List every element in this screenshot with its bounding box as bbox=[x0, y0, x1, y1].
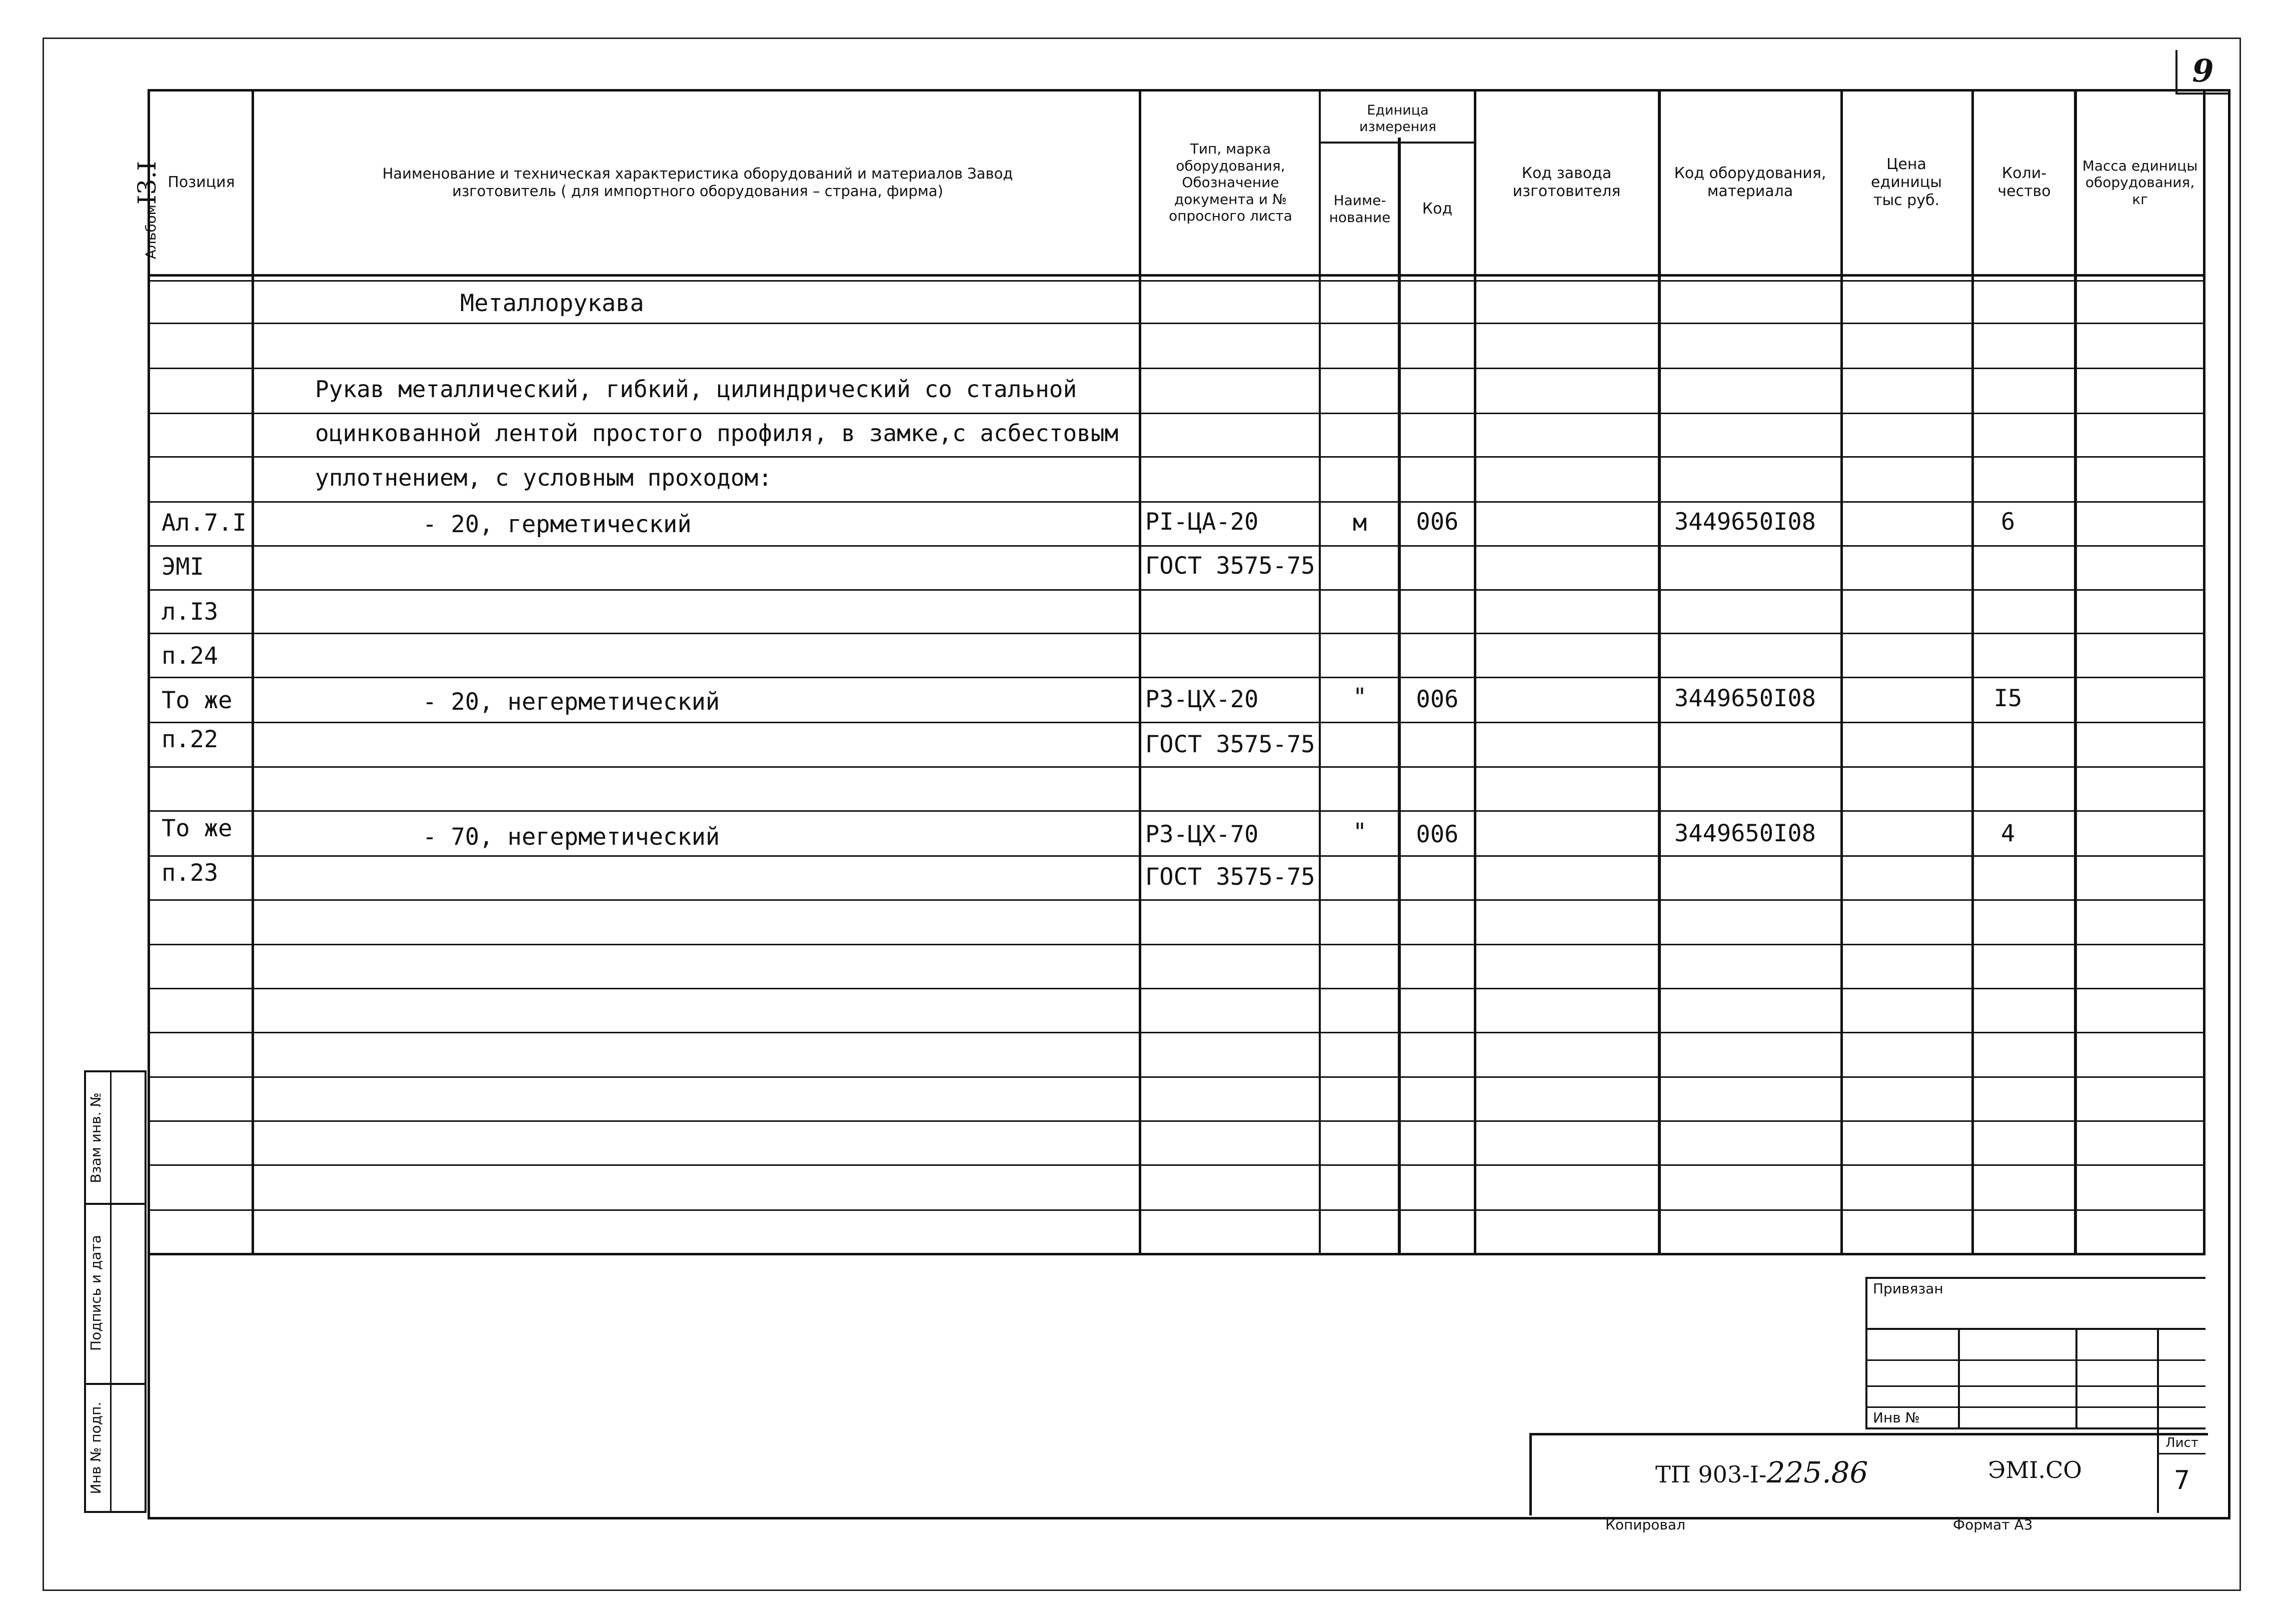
row-line bbox=[148, 368, 2205, 369]
header-factory-code: Код завода изготовителя bbox=[1512, 165, 1621, 200]
row-line bbox=[148, 899, 2205, 901]
format-label: Формат А3 bbox=[1953, 1516, 2033, 1533]
position-cell: То же bbox=[162, 687, 233, 714]
header-quantity: Коли-чество bbox=[1997, 165, 2051, 200]
name-cell: - 20, герметический bbox=[423, 511, 692, 538]
col-line bbox=[2203, 90, 2205, 1255]
unit-code-cell: 006 bbox=[1416, 686, 1459, 713]
description-line: оцинкованной лентой простого профиля, в замке,с асбестовым bbox=[315, 420, 1119, 447]
quantity-cell: 4 bbox=[2000, 820, 2015, 847]
row-line bbox=[148, 722, 2205, 723]
row-line bbox=[148, 413, 2205, 414]
type-cell: ГОСТ 3575-75 bbox=[1145, 863, 1315, 891]
sheet-number: 7 bbox=[2174, 1465, 2190, 1495]
col-line bbox=[1474, 90, 1476, 1255]
position-cell: Ал.7.I bbox=[162, 509, 247, 537]
header-bottom-line-2 bbox=[148, 280, 2205, 282]
header-position: Позиция bbox=[168, 174, 235, 191]
row-line bbox=[148, 988, 2205, 989]
unit-cell: м bbox=[1352, 509, 1367, 537]
row-line bbox=[148, 501, 2205, 503]
quantity-cell: 6 bbox=[2000, 508, 2015, 536]
row-line bbox=[148, 810, 2205, 812]
attached-col bbox=[2075, 1328, 2077, 1428]
attached-col bbox=[1958, 1328, 1960, 1428]
quantity-cell: I5 bbox=[1993, 685, 2022, 712]
row-line bbox=[148, 589, 2205, 591]
type-cell: ГОСТ 3575-75 bbox=[1145, 731, 1315, 758]
doc-code-prefix: ТП 903-I- bbox=[1655, 1461, 1767, 1488]
header-price: Цена единицы тыс руб. bbox=[1871, 156, 1942, 209]
row-line bbox=[148, 1164, 2205, 1166]
unit-code-cell: 006 bbox=[1416, 508, 1459, 536]
position-cell: ЭМI bbox=[162, 553, 204, 581]
row-line bbox=[148, 633, 2205, 634]
row-line bbox=[148, 1209, 2205, 1211]
row-line bbox=[148, 944, 2205, 945]
header-mass: Масса единицы оборудования, кг bbox=[2082, 157, 2198, 208]
side-stamp-inv-no: Инв № подп. bbox=[88, 1401, 104, 1494]
col-line bbox=[1398, 138, 1401, 1255]
unit-group-line bbox=[1319, 142, 1476, 144]
main-stamp bbox=[1529, 1433, 2208, 1515]
header-equipment-code: Код оборудования, материала bbox=[1674, 165, 1826, 200]
type-cell: Р3-ЦХ-70 bbox=[1145, 821, 1259, 848]
type-cell: Р3-ЦХ-20 bbox=[1145, 686, 1259, 713]
position-cell: п.24 bbox=[162, 642, 219, 670]
name-cell: - 70, негерметический bbox=[423, 823, 720, 851]
table-bottom-line bbox=[148, 1253, 2205, 1255]
album-label-text: Альбом bbox=[143, 205, 159, 260]
position-cell: п.23 bbox=[162, 859, 219, 887]
side-stamp-divider bbox=[84, 1203, 147, 1205]
page-number: 9 bbox=[2192, 53, 2214, 89]
row-line bbox=[148, 1076, 2205, 1078]
sheet-label: Лист bbox=[2165, 1435, 2198, 1450]
album-number: I3.I bbox=[133, 161, 162, 205]
side-stamp-signature-date: Подпись и дата bbox=[88, 1235, 104, 1351]
attached-label: Привязан bbox=[1873, 1280, 1943, 1297]
inv-no-label: Инв № bbox=[1873, 1409, 1920, 1426]
equipment-code-cell: 3449650I08 bbox=[1674, 820, 1816, 847]
col-line bbox=[1139, 90, 1141, 1255]
unit-cell: " bbox=[1352, 818, 1367, 846]
position-cell: л.I3 bbox=[162, 598, 219, 626]
row-line bbox=[148, 766, 2205, 768]
header-unit-group: Единица измерения bbox=[1359, 103, 1437, 135]
row-line bbox=[148, 677, 2205, 678]
col-line bbox=[1319, 90, 1321, 1255]
header-unit-name: Наиме-нование bbox=[1329, 192, 1391, 226]
col-line bbox=[1840, 90, 1843, 1255]
header-bottom-line bbox=[148, 274, 2205, 277]
unit-cell: " bbox=[1352, 683, 1367, 711]
type-cell: ГОСТ 3575-75 bbox=[1145, 552, 1315, 580]
header-unit-code: Код bbox=[1422, 200, 1453, 218]
row-line bbox=[148, 323, 2205, 324]
position-cell: п.22 bbox=[162, 726, 219, 753]
attached-line bbox=[1865, 1385, 2205, 1387]
row-line bbox=[148, 1120, 2205, 1122]
row-line bbox=[148, 1032, 2205, 1033]
doc-code-hand: 225.86 bbox=[1766, 1455, 1868, 1489]
description-line: Рукав металлический, гибкий, цилиндрический со стальной bbox=[315, 376, 1077, 403]
side-stamp-inv-sub: Взам инв. № bbox=[88, 1092, 104, 1183]
equipment-code-cell: 3449650I08 bbox=[1674, 508, 1816, 536]
attached-line bbox=[1865, 1359, 2205, 1361]
equipment-code-cell: 3449650I08 bbox=[1674, 685, 1816, 712]
row-line bbox=[148, 855, 2205, 857]
section-title: Металлорукава bbox=[460, 290, 644, 317]
col-line bbox=[252, 90, 254, 1255]
doc-code bbox=[1655, 1455, 1868, 1489]
col-line bbox=[2074, 90, 2077, 1255]
attached-line bbox=[1865, 1406, 2205, 1408]
position-cell: То же bbox=[162, 815, 233, 842]
header-name: Наименование и техническая характеристика оборудований и материалов Завод изготовитель ( для импортного оборудования – страна, фирма) bbox=[382, 165, 1013, 200]
col-line bbox=[1658, 90, 1661, 1255]
row-line bbox=[148, 456, 2205, 458]
unit-code-cell: 006 bbox=[1416, 821, 1459, 848]
attached-line bbox=[1865, 1328, 2205, 1330]
type-cell: PI-ЦА-20 bbox=[1145, 508, 1259, 536]
col-line bbox=[1971, 90, 1974, 1255]
side-stamp-divider bbox=[110, 1070, 112, 1513]
copied-label: Копировал bbox=[1605, 1516, 1685, 1533]
description-line: уплотнением, с условным проходом: bbox=[315, 464, 772, 491]
row-line bbox=[148, 545, 2205, 547]
name-cell: - 20, негерметический bbox=[423, 688, 720, 716]
doc-suffix: ЭМI.СО bbox=[1988, 1456, 2082, 1483]
sheet-box-line bbox=[2157, 1453, 2205, 1454]
header-type: Тип, марка оборудования, Обозначение документа и № опросного листа bbox=[1169, 141, 1292, 225]
